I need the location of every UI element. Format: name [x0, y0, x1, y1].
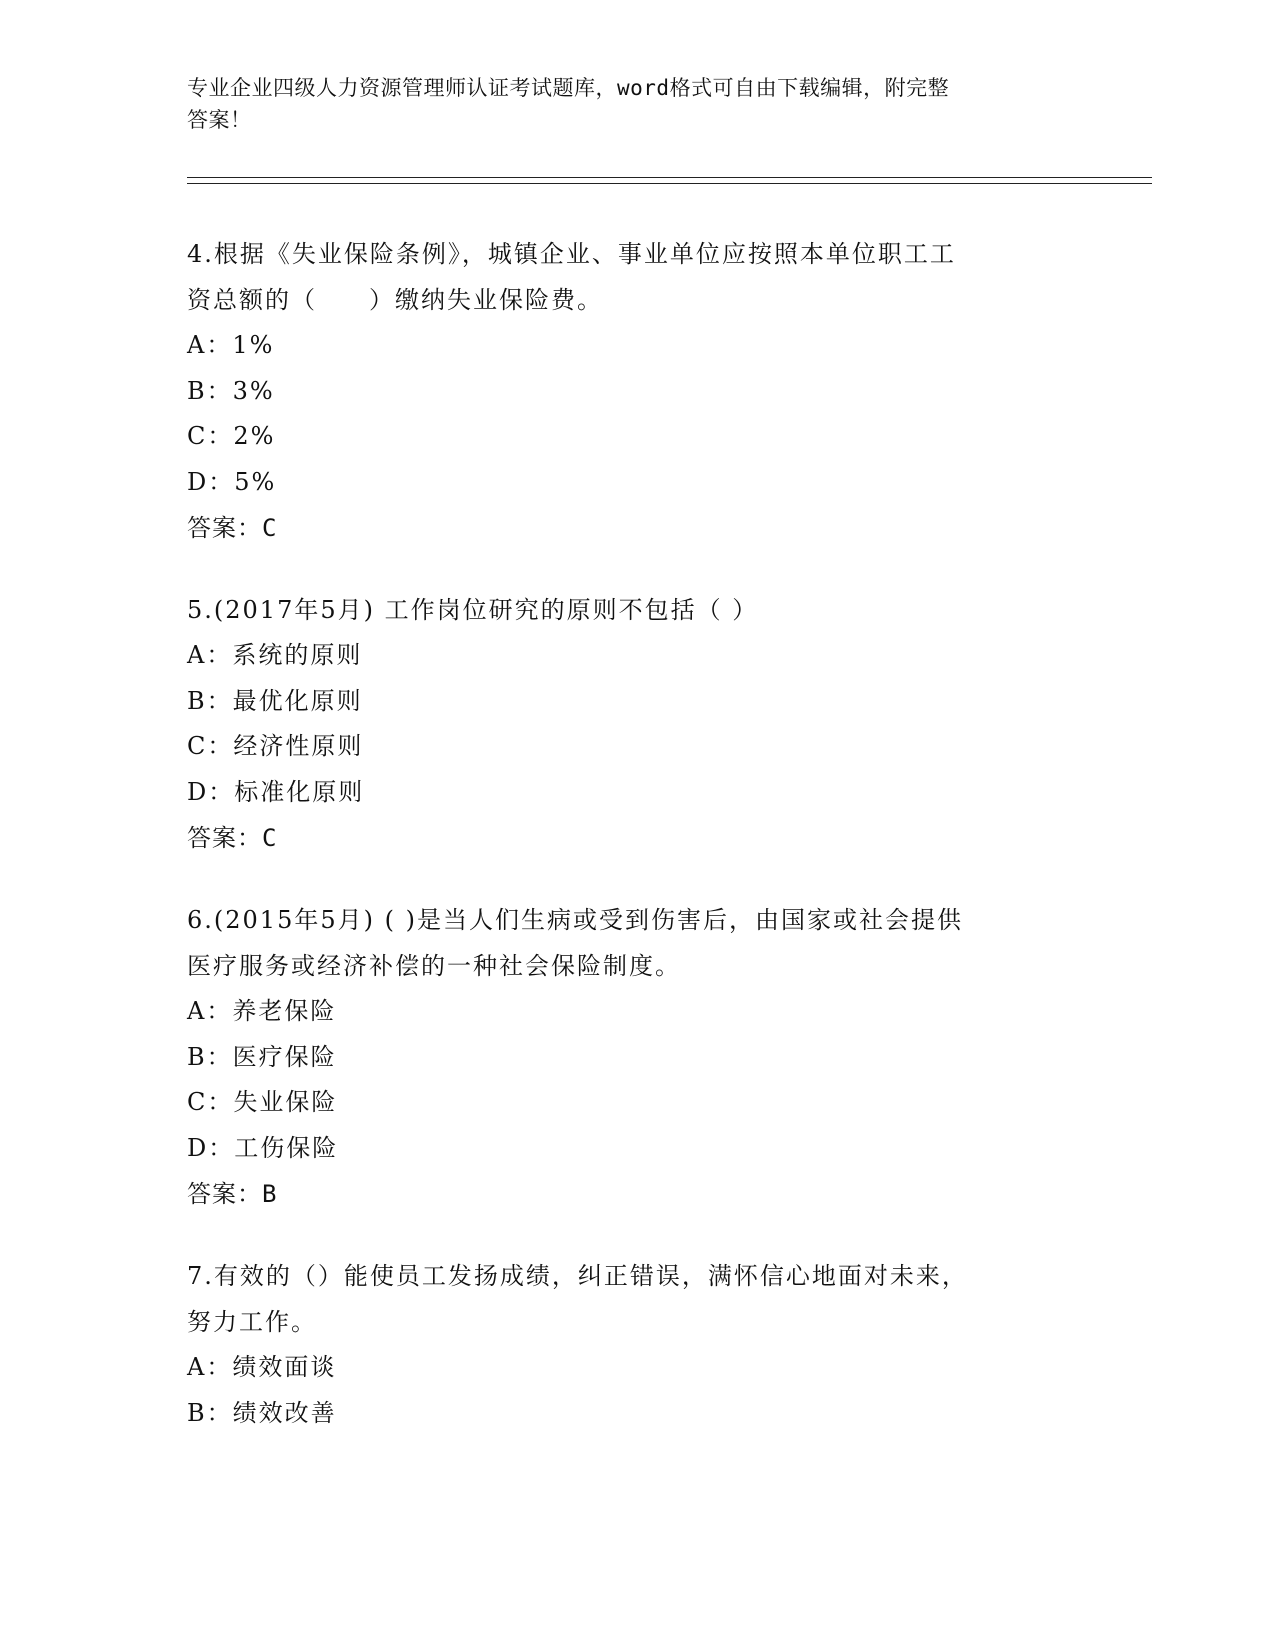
- header-divider-bottom: [187, 183, 1152, 184]
- question-5: [187, 587, 1087, 861]
- question-stem: [187, 231, 1087, 323]
- answer: 答案：C: [187, 824, 278, 852]
- option-a: A：绩效面谈: [187, 1353, 337, 1381]
- option-b: B：最优化原则: [187, 686, 363, 715]
- question-4: [187, 231, 1087, 551]
- question-stem: [187, 587, 1087, 633]
- question-7: [187, 1253, 1087, 1436]
- stem-line: 资总额的（ ）缴纳失业保险费。: [187, 286, 603, 314]
- option-c: C：2%: [187, 422, 276, 450]
- option-b: B：3%: [187, 376, 275, 405]
- option-d: D：工伤保险: [187, 1133, 339, 1162]
- stem-line: 7.有效的（）能使员工发扬成绩，纠正错误，满怀信心地面对未来，: [187, 1262, 968, 1290]
- question-stem: [187, 897, 1087, 989]
- document-header: [187, 72, 1067, 136]
- header-line-2: 答案！: [187, 108, 252, 132]
- stem-line: 4.根据《失业保险条例》，城镇企业、事业单位应按照本单位职工工: [187, 240, 956, 268]
- header-line-1: 专业企业四级人力资源管理师认证考试题库，word格式可自由下载编辑，附完整: [187, 76, 950, 100]
- question-stem: [187, 1253, 1087, 1345]
- stem-line: 5.(2017年5月) 工作岗位研究的原则不包括（ ）: [187, 596, 759, 624]
- question-list: [187, 231, 1087, 1472]
- option-d: D：标准化原则: [187, 777, 365, 806]
- stem-line: 医疗服务或经济补偿的一种社会保险制度。: [187, 952, 681, 980]
- question-6: [187, 897, 1087, 1217]
- header-divider-top: [187, 177, 1152, 178]
- stem-line: 努力工作。: [187, 1308, 317, 1336]
- option-c: C：失业保险: [187, 1088, 338, 1116]
- option-d: D：5%: [187, 467, 277, 496]
- option-a: A：1%: [187, 331, 275, 359]
- option-b: B：医疗保险: [187, 1042, 337, 1071]
- option-c: C：经济性原则: [187, 732, 364, 760]
- option-a: A：养老保险: [187, 997, 337, 1025]
- answer: 答案：B: [187, 1180, 278, 1208]
- answer: 答案：C: [187, 514, 278, 542]
- option-b: B：绩效改善: [187, 1398, 337, 1427]
- stem-line: 6.(2015年5月) ( )是当人们生病或受到伤害后，由国家或社会提供: [187, 906, 963, 934]
- option-a: A：系统的原则: [187, 641, 363, 669]
